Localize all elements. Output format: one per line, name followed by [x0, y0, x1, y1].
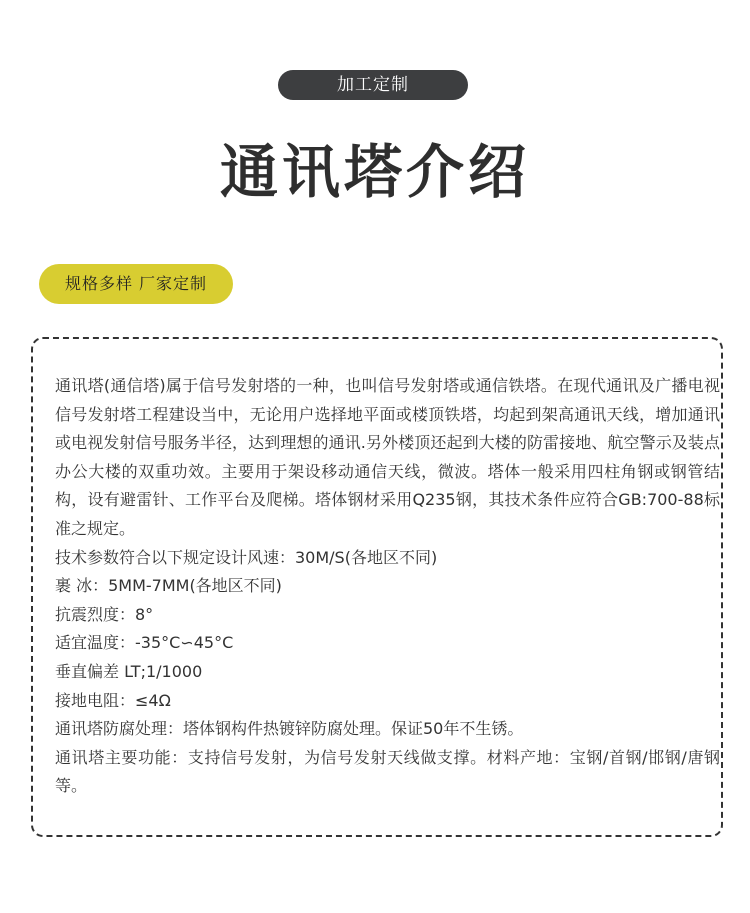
- description-content: [55, 372, 720, 801]
- page-title: 通讯塔介绍: [219, 138, 530, 206]
- feature-tag: 规格多样 厂家定制: [39, 264, 233, 304]
- spec-grounding-resistance: 接地电阻：≤4Ω: [55, 690, 171, 710]
- intro-paragraph: 通讯塔(通信塔)属于信号发射塔的一种，也叫信号发射塔或通信铁塔。在现代通讯及广播电视信号发射塔工程建设当中，无论用户选择地平面或楼顶铁塔，均起到架高通讯天线，增加通讯或电视发射信号服务半径，达到理想的通讯.另外楼顶还起到大楼的防雷接地、航空警示及装点办公大楼的双重功效。主要用于架设移动通信天线，微波。塔体一般采用四柱角钢或钢管结构，设有避雷针、工作平台及爬梯。塔体钢材采用Q235钢，其技术条件应符合GB:700-88标准之规定。: [55, 376, 720, 538]
- spec-seismic: 抗震烈度：8°: [55, 604, 154, 624]
- spec-anticorrosion: 通讯塔防腐处理：塔体钢构件热镀锌防腐处理。保证50年不生锈。: [55, 719, 524, 739]
- spec-main-function: 通讯塔主要功能：支持信号发射，为信号发射天线做支撑。材料产地：宝钢/首钢/邯钢/唐钢等。: [55, 747, 720, 796]
- category-badge: 加工定制: [278, 70, 468, 100]
- spec-ice: 裹 冰：5MM-7MM(各地区不同): [55, 576, 282, 596]
- spec-wind-speed: 技术参数符合以下规定设计风速：30M/S(各地区不同): [55, 547, 438, 567]
- spec-vertical-deviation: 垂直偏差 LT;1/1000: [55, 661, 203, 681]
- spec-temperature: 适宜温度：-35°C∽45°C: [55, 633, 234, 653]
